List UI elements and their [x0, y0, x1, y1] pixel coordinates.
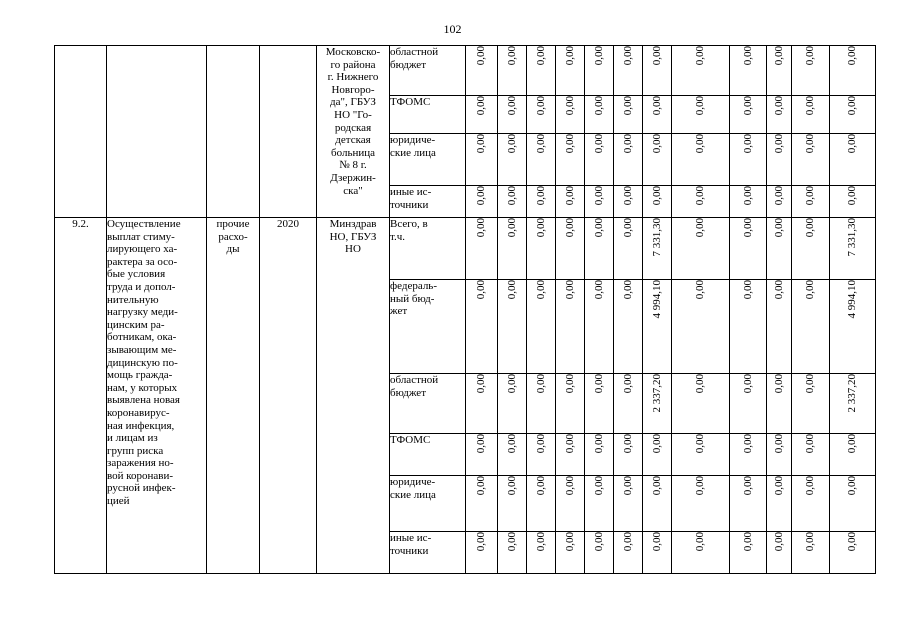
value-text: 0,00 [475, 96, 487, 116]
value-cell [730, 434, 767, 476]
value-cell [585, 186, 614, 218]
value-text: 0,00 [505, 280, 518, 300]
value-cell [527, 476, 556, 532]
value-cell [527, 434, 556, 476]
value-text: 0,00 [592, 134, 605, 154]
value-cell [730, 134, 767, 186]
value-cell [498, 134, 527, 186]
value-text: 0,00 [563, 96, 576, 116]
value-text: 0,00 [772, 134, 785, 154]
value-text: 0,00 [534, 280, 547, 300]
value-text: 0,00 [694, 476, 706, 496]
value-cell [556, 434, 585, 476]
value-text: 7 331,30 [650, 218, 663, 257]
value-text: 0,00 [621, 532, 634, 552]
value-text: 0,00 [846, 134, 858, 154]
funding-source-label: иные ис- точники [390, 532, 432, 557]
value-cell [830, 434, 876, 476]
value-cell [466, 186, 498, 218]
value-cell [767, 374, 792, 434]
value-cell [527, 280, 556, 374]
value-cell [527, 218, 556, 280]
value-text: 0,00 [505, 218, 518, 238]
value-text: 4 994,10 [846, 280, 858, 319]
value-text: 0,00 [804, 434, 816, 454]
value-cell [767, 186, 792, 218]
value-cell [672, 434, 730, 476]
value-text: 2 337,20 [846, 374, 858, 413]
value-text: 2 337,20 [650, 374, 663, 413]
budget-table [54, 45, 876, 574]
value-text: 0,00 [621, 476, 634, 496]
value-text: 0,00 [804, 532, 816, 552]
value-text: 0,00 [650, 134, 663, 154]
value-text: 0,00 [621, 134, 634, 154]
value-text: 0,00 [694, 46, 706, 66]
value-text: 0,00 [804, 280, 816, 300]
value-cell [556, 218, 585, 280]
value-text: 0,00 [804, 96, 816, 116]
value-text: 0,00 [475, 476, 487, 496]
value-cell [792, 476, 830, 532]
value-text: 0,00 [505, 434, 518, 454]
value-text: 0,00 [846, 434, 858, 454]
value-cell [830, 218, 876, 280]
value-text: 0,00 [563, 280, 576, 300]
value-cell [672, 218, 730, 280]
value-text: 0,00 [772, 96, 785, 116]
value-text: 0,00 [694, 134, 706, 154]
value-cell [498, 218, 527, 280]
value-text: 0,00 [772, 476, 785, 496]
value-cell [498, 434, 527, 476]
value-text: 0,00 [563, 134, 576, 154]
value-text: 0,00 [804, 218, 816, 238]
value-cell [672, 532, 730, 574]
funding-source [390, 186, 466, 218]
value-text: 0,00 [621, 374, 634, 394]
value-text: 0,00 [563, 218, 576, 238]
value-text: 0,00 [804, 476, 816, 496]
value-cell [792, 96, 830, 134]
value-cell [498, 280, 527, 374]
value-text: 0,00 [505, 532, 518, 552]
funding-source [390, 374, 466, 434]
value-text: 0,00 [592, 434, 605, 454]
value-text: 0,00 [741, 218, 754, 238]
value-cell [498, 476, 527, 532]
value-cell [527, 532, 556, 574]
value-text: 0,00 [592, 532, 605, 552]
value-text: 0,00 [804, 186, 816, 206]
value-cell [672, 134, 730, 186]
value-cell [556, 46, 585, 96]
funding-source [390, 532, 466, 574]
funding-source-label: областной бюджет [390, 46, 439, 71]
value-text: 0,00 [505, 186, 518, 206]
value-text: 0,00 [650, 434, 663, 454]
value-cell [466, 46, 498, 96]
value-cell [643, 186, 672, 218]
value-cell [767, 134, 792, 186]
funding-source [390, 134, 466, 186]
funding-source-label: Всего, в т.ч. [390, 218, 428, 243]
funding-source-label: юридиче- ские лица [390, 476, 436, 501]
value-cell [792, 186, 830, 218]
value-text: 0,00 [650, 532, 663, 552]
value-text: 0,00 [563, 374, 576, 394]
value-cell [830, 134, 876, 186]
value-text: 0,00 [534, 218, 547, 238]
value-cell [767, 46, 792, 96]
item-name [107, 218, 207, 574]
value-cell [830, 532, 876, 574]
value-text: 0,00 [741, 186, 754, 206]
value-text: 0,00 [534, 46, 547, 66]
value-cell [466, 476, 498, 532]
page-number: 102 [443, 22, 462, 36]
value-cell [556, 96, 585, 134]
value-text: 0,00 [534, 374, 547, 394]
value-text: 0,00 [772, 532, 785, 552]
value-cell [556, 280, 585, 374]
funding-source [390, 280, 466, 374]
value-text: 0,00 [592, 186, 605, 206]
value-cell [792, 532, 830, 574]
funding-source-label: юридиче- ские лица [390, 134, 436, 159]
value-text: 0,00 [505, 476, 518, 496]
value-cell [527, 134, 556, 186]
value-text: 0,00 [741, 280, 754, 300]
value-text: 0,00 [505, 46, 518, 66]
funding-source [390, 218, 466, 280]
value-text: 0,00 [621, 96, 634, 116]
value-cell [614, 434, 643, 476]
value-text: 0,00 [534, 434, 547, 454]
value-cell [556, 186, 585, 218]
value-cell [672, 476, 730, 532]
value-text: 0,00 [475, 218, 487, 238]
value-text: 0,00 [804, 134, 816, 154]
value-cell [767, 218, 792, 280]
value-cell [830, 374, 876, 434]
value-cell [614, 96, 643, 134]
value-text: 0,00 [846, 532, 858, 552]
number-cell [55, 46, 107, 218]
value-cell [643, 434, 672, 476]
responsible-organization [317, 218, 390, 574]
value-text: 0,00 [650, 476, 663, 496]
value-cell [614, 186, 643, 218]
value-text: 0,00 [694, 218, 706, 238]
table-row [55, 218, 876, 280]
value-cell [585, 96, 614, 134]
funding-source [390, 434, 466, 476]
value-cell [466, 96, 498, 134]
value-text: 0,00 [694, 434, 706, 454]
value-text: 0,00 [592, 476, 605, 496]
item-year [260, 218, 317, 574]
value-cell [527, 374, 556, 434]
value-text: 0,00 [741, 96, 754, 116]
item-number [55, 218, 107, 574]
value-text: 0,00 [534, 532, 547, 552]
value-text: 0,00 [505, 374, 518, 394]
funding-source-label: ТФОМС [390, 96, 431, 108]
value-cell [585, 476, 614, 532]
value-cell [585, 46, 614, 96]
value-text: 0,00 [846, 46, 858, 66]
value-cell [672, 46, 730, 96]
value-text: 0,00 [621, 46, 634, 66]
value-text: 0,00 [804, 46, 816, 66]
value-text: 0,00 [621, 218, 634, 238]
value-cell [730, 46, 767, 96]
value-cell [527, 46, 556, 96]
value-text: 0,00 [741, 374, 754, 394]
value-cell [672, 186, 730, 218]
funding-source [390, 46, 466, 96]
value-cell [643, 374, 672, 434]
value-cell [466, 434, 498, 476]
value-text: 0,00 [475, 374, 487, 394]
year-cell [260, 46, 317, 218]
value-cell [614, 134, 643, 186]
value-text: 0,00 [846, 186, 858, 206]
value-cell [466, 374, 498, 434]
value-text: 0,00 [563, 532, 576, 552]
value-cell [767, 476, 792, 532]
value-text: 0,00 [694, 280, 706, 300]
value-cell [643, 532, 672, 574]
value-cell [585, 280, 614, 374]
value-cell [585, 134, 614, 186]
value-text: 4 994,10 [650, 280, 663, 319]
value-cell [643, 218, 672, 280]
expense-category [207, 218, 260, 574]
value-cell [556, 476, 585, 532]
value-cell [830, 186, 876, 218]
organization-cell [317, 46, 390, 218]
value-text: 0,00 [475, 434, 487, 454]
value-text: 0,00 [475, 532, 487, 552]
funding-source-label: областной бюджет [390, 374, 439, 399]
funding-source-label: ТФОМС [390, 434, 431, 446]
value-text: 0,00 [563, 434, 576, 454]
value-text: 0,00 [592, 280, 605, 300]
value-text: 0,00 [846, 476, 858, 496]
value-cell [556, 532, 585, 574]
value-cell [830, 476, 876, 532]
value-cell [585, 374, 614, 434]
category-cell [207, 46, 260, 218]
value-text: 0,00 [621, 434, 634, 454]
value-text: 0,00 [592, 218, 605, 238]
value-text: 0,00 [694, 96, 706, 116]
value-cell [585, 532, 614, 574]
value-text: 0,00 [846, 96, 858, 116]
value-cell [643, 96, 672, 134]
value-text: 0,00 [772, 186, 785, 206]
value-text: 0,00 [650, 186, 663, 206]
value-text: 0,00 [505, 134, 518, 154]
value-cell [614, 374, 643, 434]
value-cell [730, 96, 767, 134]
value-text: 0,00 [741, 532, 754, 552]
value-cell [614, 218, 643, 280]
value-cell [830, 96, 876, 134]
value-cell [730, 374, 767, 434]
value-text: 0,00 [592, 46, 605, 66]
item-name-text: Осуществление выплат стиму- лирующего ха- рактера за осо- бые условия труда и допол- нительную нагрузку меди- цинским ра- ботникам, ока- зывающим ме- дицинскую по- мощь гражда- нам, у которых выявлена новая коронавирус- ная инфекция, и лицам из групп риска заражения но- вой коронави- русной инфек- цией [107, 218, 181, 508]
item-year-text: 2020 [277, 218, 299, 230]
value-text: 0,00 [741, 134, 754, 154]
value-cell [643, 476, 672, 532]
funding-source [390, 476, 466, 532]
value-text: 7 331,30 [846, 218, 858, 257]
table-row [55, 46, 876, 96]
value-text: 0,00 [563, 46, 576, 66]
value-cell [792, 280, 830, 374]
value-cell [643, 46, 672, 96]
value-cell [498, 186, 527, 218]
value-text: 0,00 [621, 280, 634, 300]
value-cell [556, 374, 585, 434]
value-cell [830, 46, 876, 96]
value-text: 0,00 [804, 374, 816, 394]
value-cell [767, 434, 792, 476]
value-cell [614, 532, 643, 574]
value-cell [643, 134, 672, 186]
value-text: 0,00 [772, 46, 785, 66]
value-text: 0,00 [741, 476, 754, 496]
value-cell [527, 96, 556, 134]
name-cell [107, 46, 207, 218]
value-cell [585, 434, 614, 476]
value-cell [556, 134, 585, 186]
value-cell [730, 186, 767, 218]
value-cell [792, 134, 830, 186]
value-cell [614, 280, 643, 374]
value-cell [527, 186, 556, 218]
value-cell [466, 218, 498, 280]
value-cell [767, 96, 792, 134]
value-cell [614, 46, 643, 96]
value-cell [466, 532, 498, 574]
value-text: 0,00 [650, 96, 663, 116]
organization-cell-text: Московско- го района г. Нижнего Новгоро- да", ГБУЗ НО "Го- родская детская больница № 8 г. Дзержин- ска" [325, 46, 381, 197]
value-cell [767, 532, 792, 574]
value-cell [730, 476, 767, 532]
item-number-text: 9.2. [72, 218, 89, 230]
value-cell [466, 280, 498, 374]
funding-source-label: федераль- ный бюд- жет [390, 280, 437, 318]
value-cell [730, 532, 767, 574]
value-text: 0,00 [475, 280, 487, 300]
value-text: 0,00 [534, 476, 547, 496]
value-text: 0,00 [505, 96, 518, 116]
value-cell [498, 374, 527, 434]
value-cell [792, 218, 830, 280]
funding-source [390, 96, 466, 134]
value-text: 0,00 [534, 134, 547, 154]
value-text: 0,00 [592, 96, 605, 116]
value-cell [830, 280, 876, 374]
value-text: 0,00 [592, 374, 605, 394]
value-text: 0,00 [694, 532, 706, 552]
value-cell [585, 218, 614, 280]
value-text: 0,00 [475, 46, 487, 66]
value-cell [767, 280, 792, 374]
value-text: 0,00 [621, 186, 634, 206]
value-text: 0,00 [563, 186, 576, 206]
value-cell [672, 374, 730, 434]
value-cell [672, 280, 730, 374]
funding-source-label: иные ис- точники [390, 186, 432, 211]
value-text: 0,00 [650, 46, 663, 66]
table-body [55, 46, 876, 574]
value-text: 0,00 [772, 280, 785, 300]
value-cell [730, 280, 767, 374]
value-text: 0,00 [741, 46, 754, 66]
value-cell [643, 280, 672, 374]
value-cell [792, 46, 830, 96]
value-text: 0,00 [475, 186, 487, 206]
value-text: 0,00 [772, 218, 785, 238]
value-text: 0,00 [475, 134, 487, 154]
value-cell [672, 96, 730, 134]
value-text: 0,00 [694, 374, 706, 394]
responsible-organization-text: Минздрав НО, ГБУЗ НО [329, 218, 377, 256]
value-cell [792, 434, 830, 476]
value-text: 0,00 [534, 186, 547, 206]
value-text: 0,00 [772, 434, 785, 454]
value-cell [498, 532, 527, 574]
value-text: 0,00 [772, 374, 785, 394]
expense-category-text: прочие расхо- ды [216, 218, 250, 256]
value-text: 0,00 [563, 476, 576, 496]
value-cell [614, 476, 643, 532]
value-text: 0,00 [694, 186, 706, 206]
value-cell [498, 46, 527, 96]
value-cell [466, 134, 498, 186]
value-text: 0,00 [534, 96, 547, 116]
value-cell [730, 218, 767, 280]
value-cell [498, 96, 527, 134]
value-cell [792, 374, 830, 434]
value-text: 0,00 [741, 434, 754, 454]
